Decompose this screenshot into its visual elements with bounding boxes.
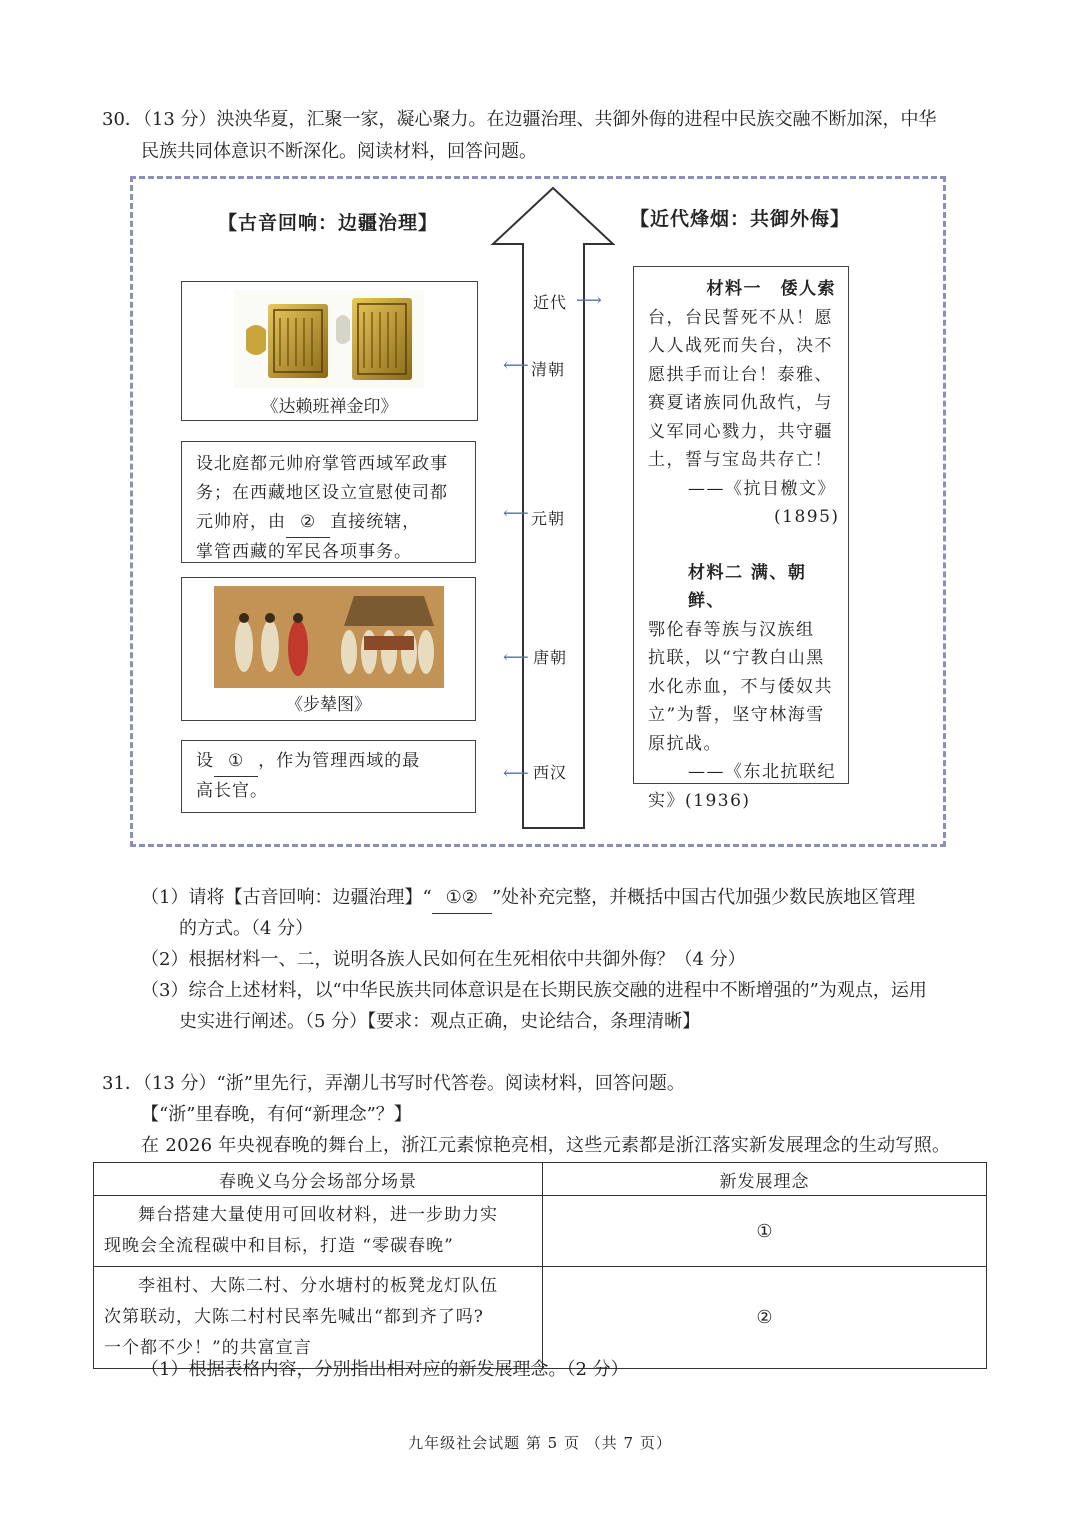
- q30-sub1-line2: 的方式。（4 分）: [179, 918, 314, 939]
- concept-table: [93, 1162, 987, 1369]
- painting-caption: 《步辇图》: [286, 695, 371, 715]
- han-text-line: 高长官。: [196, 781, 268, 801]
- era-label-tang: 唐朝: [533, 648, 568, 667]
- han-text-box: [181, 740, 476, 813]
- yuan-text-line: 掌管西藏的军民各项事务。: [196, 542, 412, 562]
- cell-line: 李祖村、大陈二村、分水塘村的板凳龙灯队伍: [138, 1276, 498, 1296]
- left-arrow-icon: ⟵: [503, 503, 529, 524]
- yuan-text-line: 元帅府，由 ② 直接统辖，: [196, 508, 461, 538]
- era-label-yuan: 元朝: [531, 509, 566, 528]
- material2-year: 实》(1936): [648, 790, 751, 811]
- answer-cell: ②: [543, 1267, 987, 1369]
- bunian-painting-image: [214, 586, 444, 688]
- page-footer: 九年级社会试题 第 5 页 （共 7 页）: [408, 1434, 672, 1452]
- left-arrow-icon: ⟵: [503, 647, 529, 668]
- seal-caption: 《达赖班禅金印》: [261, 397, 398, 417]
- material2-line: 抗联，以“宁教白山黑: [648, 648, 825, 668]
- answer-cell: ①: [543, 1196, 987, 1267]
- q31-sub1: （1）根据表格内容，分别指出相对应的新发展理念。（2 分）: [141, 1359, 629, 1380]
- q31-heading: 【“浙”里春晚，有何“新理念”？】: [141, 1104, 412, 1125]
- left-arrow-icon: ⟵: [503, 355, 529, 376]
- cell-line: 舞台搭建大量使用可回收材料，进一步助力实: [138, 1205, 498, 1225]
- q30-stem-line2: 民族共同体意识不断深化。阅读材料，回答问题。: [141, 141, 537, 162]
- golden-seal-image: [234, 290, 424, 388]
- q30-sub1-line1: （1）请将【古音回响：边疆治理】“ ①② ”处补充完整，并概括中国古代加强少数民族地区管理: [141, 882, 915, 914]
- material2-line: 水化赤血，不与倭奴共: [648, 676, 833, 697]
- q30-sub3-line1: （3）综合上述材料，以“中华民族共同体意识是在长期民族交融的进程中不断增强的”为观点，运用: [141, 980, 927, 1001]
- left-arrow-icon: ⟵: [503, 763, 529, 784]
- material1-line: 愿拱手而让台！泰雅、: [648, 364, 833, 385]
- table-header: 新发展理念: [543, 1163, 987, 1196]
- q30-sub2: （2）根据材料一、二，说明各族人民如何在生死相依中共御外侮？（4 分）: [141, 949, 746, 970]
- material1-line: 台，台民誓死不从！愿: [648, 307, 833, 328]
- material1-heading: 材料一 倭人索: [706, 279, 836, 299]
- cell-line: 现晚会全流程碳中和目标，打造 “零碳春晚”: [104, 1236, 454, 1256]
- materials-box: [633, 266, 849, 811]
- q31-intro: 在 2026 年央视春晚的舞台上，浙江元素惊艳亮相，这些元素都是浙江落实新发展理念的生动写照。: [141, 1135, 951, 1156]
- material2-line: 鄂伦春等族与汉族组: [648, 619, 815, 640]
- blank-2: ②: [286, 508, 330, 538]
- material1-line: 土，誓与宝岛共存亡！: [648, 450, 833, 470]
- material1-line: 赛夏诸族同仇敌忾，与: [648, 393, 833, 413]
- material1-year: (1895): [774, 507, 840, 527]
- material2-source: ——《东北抗联纪: [688, 762, 836, 782]
- era-label-qing: 清朝: [531, 360, 566, 379]
- yuan-text-box: [181, 441, 476, 563]
- yuan-text-line: 设北庭都元帅府掌管西域军政事: [196, 454, 448, 474]
- table-row: [94, 1196, 987, 1267]
- han-text-line: 设 ① ，作为管理西域的最: [196, 747, 461, 777]
- table-header: 春晚义乌分会场部分场景: [94, 1163, 543, 1196]
- material1-line: 义军同心戮力，共守疆: [648, 421, 833, 442]
- cell-line: 次第联动，大陈二村村民率先喊出“都到齐了吗?: [104, 1307, 484, 1327]
- left-section-title: 【古音回响：边疆治理】: [218, 212, 439, 234]
- material1-line: 人人战死而失台，决不: [648, 336, 833, 356]
- material2-line: 立”为誓，坚守林海雪: [648, 705, 825, 725]
- q30-sub3-line2: 史实进行阐述。（5 分）【要求：观点正确，史论结合，条理清晰】: [179, 1011, 701, 1032]
- material2-heading: 材料二 满、朝鲜、: [688, 562, 807, 611]
- q30-stem-line1: 30．（13 分）泱泱华夏，汇聚一家，凝心聚力。在边疆治理、共御外侮的进程中民族交融不断加深，中华: [102, 109, 937, 130]
- qing-seal-box: [181, 281, 478, 421]
- material1-source: ——《抗日檄文》: [688, 478, 836, 499]
- cell-line: 一个都不少！”的共富宣言: [104, 1338, 312, 1358]
- tang-painting-box: [181, 577, 476, 721]
- era-label-modern: 近代: [533, 293, 568, 312]
- material2-line: 原抗战。: [648, 733, 722, 754]
- blank-1: ①: [214, 747, 258, 777]
- blank-12: ①②: [432, 882, 492, 914]
- right-arrow-icon: ⟶: [576, 290, 602, 311]
- yuan-text-line: 务；在西藏地区设立宣慰使司都: [196, 483, 448, 503]
- right-section-title: 【近代烽烟：共御外侮】: [630, 208, 851, 230]
- era-label-western-han: 西汉: [533, 763, 568, 782]
- q31-stem: 31．（13 分）“浙”里先行，弄潮儿书写时代答卷。阅读材料，回答问题。: [102, 1073, 685, 1094]
